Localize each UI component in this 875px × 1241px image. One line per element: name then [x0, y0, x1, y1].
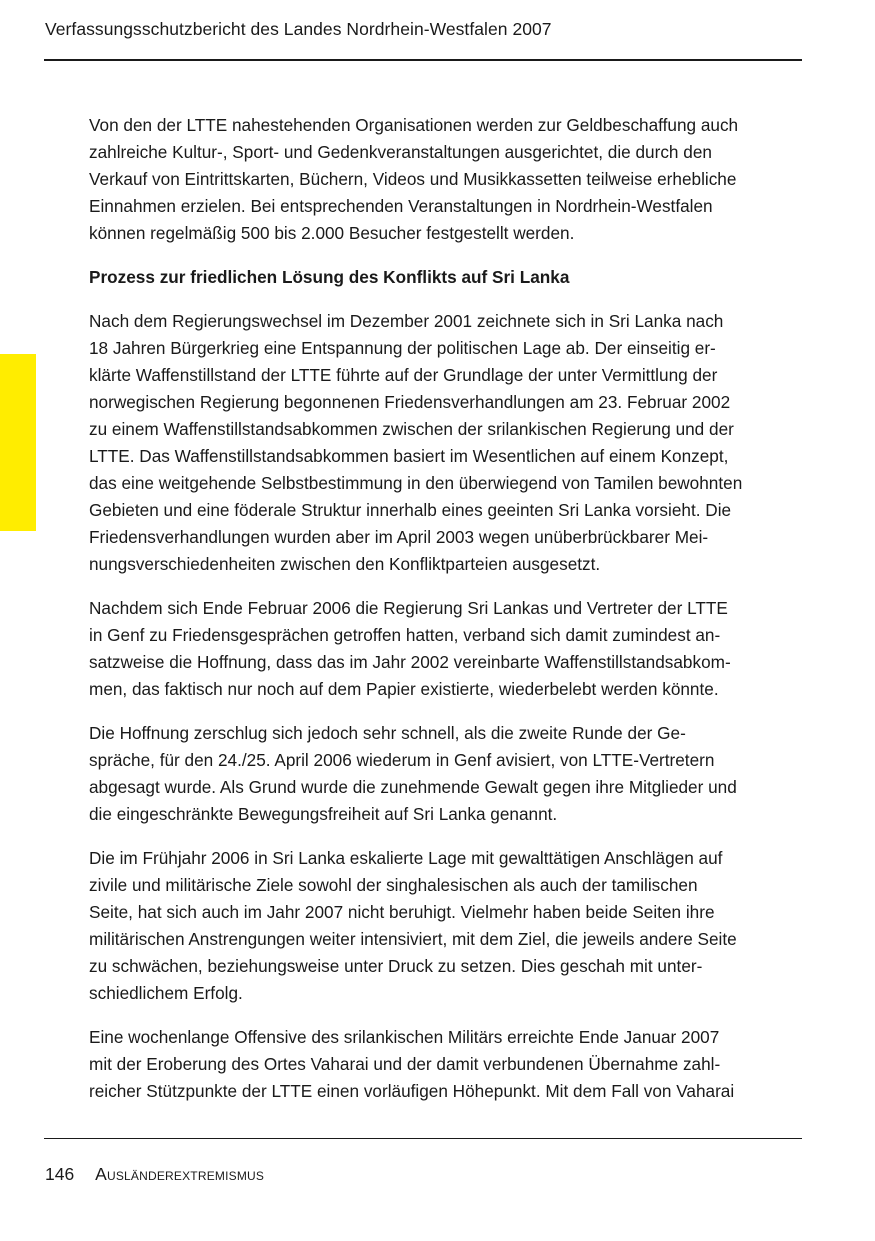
text-line: Von den der LTTE nahestehenden Organisationen werden zur Geldbeschaffung auch	[89, 115, 739, 135]
page-number: 146	[45, 1164, 75, 1184]
text-line: Seite, hat sich auch im Jahr 2007 nicht beruhigt. Vielmehr haben beide Seiten ihre	[89, 902, 715, 922]
main-content	[89, 112, 805, 1122]
text-line: zu einem Waffenstillstandsabkommen zwischen der srilankischen Regierung und der	[89, 419, 734, 439]
text-line: nungsverschiedenheiten zwischen den Konfliktparteien ausgesetzt.	[89, 554, 601, 574]
text-line: abgesagt wurde. Als Grund wurde die zunehmende Gewalt gegen ihre Mitglieder und	[89, 777, 737, 797]
text-line: Eine wochenlange Offensive des srilankischen Militärs erreichte Ende Januar 2007	[89, 1027, 720, 1047]
text-line: Die im Frühjahr 2006 in Sri Lanka eskalierte Lage mit gewalttätigen Anschlägen auf	[89, 848, 723, 868]
text-line: Gebieten und eine föderale Struktur innerhalb eines geeinten Sri Lanka vorsieht. Die	[89, 500, 732, 520]
paragraph	[89, 845, 805, 1007]
text-line: LTTE. Das Waffenstillstandsabkommen basiert im Wesentlichen auf einem Konzept,	[89, 446, 729, 466]
text-line: militärischen Anstrengungen weiter intensiviert, mit dem Ziel, die jeweils andere Seite	[89, 929, 737, 949]
running-header-title: Verfassungsschutzbericht des Landes Nordrhein-Westfalen 2007	[45, 19, 552, 39]
text-line: zivile und militärische Ziele sowohl der singhalesischen als auch der tamilischen	[89, 875, 698, 895]
footer-section-name: Ausländerextremismus	[95, 1164, 265, 1184]
paragraph	[89, 1024, 805, 1105]
text-line: 18 Jahren Bürgerkrieg eine Entspannung der politischen Lage ab. Der einseitig er-	[89, 338, 716, 358]
text-line: können regelmäßig 500 bis 2.000 Besucher festgestellt werden.	[89, 223, 575, 243]
chapter-side-marker	[0, 354, 36, 531]
footer-rule	[44, 1138, 802, 1139]
paragraph	[89, 308, 805, 578]
text-line: Die Hoffnung zerschlug sich jedoch sehr schnell, als die zweite Runde der Ge-	[89, 723, 686, 743]
page-footer	[45, 1162, 264, 1186]
text-line: klärte Waffenstillstand der LTTE führte auf der Grundlage der unter Vermittlung der	[89, 365, 718, 385]
text-line: das eine weitgehende Selbstbestimmung in den überwiegend von Tamilen bewohnten	[89, 473, 743, 493]
text-line: satzweise die Hoffnung, dass das im Jahr 2002 vereinbarte Waffenstillstandsabkom-	[89, 652, 731, 672]
text-line: spräche, für den 24./25. April 2006 wiederum in Genf avisiert, von LTTE-Vertretern	[89, 750, 715, 770]
paragraph	[89, 595, 805, 703]
text-line: Verkauf von Eintrittskarten, Büchern, Videos und Musikkassetten teilweise erhebliche	[89, 169, 737, 189]
text-line: mit der Eroberung des Ortes Vaharai und der damit verbundenen Übernahme zahl-	[89, 1054, 721, 1074]
header-rule	[44, 59, 802, 61]
text-line: Einnahmen erzielen. Bei entsprechenden Veranstaltungen in Nordrhein-Westfalen	[89, 196, 713, 216]
text-line: Nachdem sich Ende Februar 2006 die Regierung Sri Lankas und Vertreter der LTTE	[89, 598, 728, 618]
text-line: men, das faktisch nur noch auf dem Papier existierte, wiederbelebt werden könnte.	[89, 679, 719, 699]
text-line: in Genf zu Friedensgesprächen getroffen hatten, verband sich damit zumindest an-	[89, 625, 721, 645]
text-line: die eingeschränkte Bewegungsfreiheit auf Sri Lanka genannt.	[89, 804, 558, 824]
paragraph	[89, 112, 805, 247]
text-line: schiedlichem Erfolg.	[89, 983, 243, 1003]
text-line: reicher Stützpunkte der LTTE einen vorläufigen Höhepunkt. Mit dem Fall von Vaharai	[89, 1081, 735, 1101]
text-line: zu schwächen, beziehungsweise unter Druck zu setzen. Dies geschah mit unter-	[89, 956, 703, 976]
text-line: zahlreiche Kultur-, Sport- und Gedenkveranstaltungen ausgerichtet, die durch den	[89, 142, 712, 162]
paragraph	[89, 720, 805, 828]
text-line: Nach dem Regierungswechsel im Dezember 2001 zeichnete sich in Sri Lanka nach	[89, 311, 724, 331]
text-line: Friedensverhandlungen wurden aber im April 2003 wegen unüberbrückbarer Mei-	[89, 527, 709, 547]
text-line: norwegischen Regierung begonnenen Friedensverhandlungen am 23. Februar 2002	[89, 392, 731, 412]
section-heading: Prozess zur friedlichen Lösung des Konflikts auf Sri Lanka	[89, 267, 570, 287]
